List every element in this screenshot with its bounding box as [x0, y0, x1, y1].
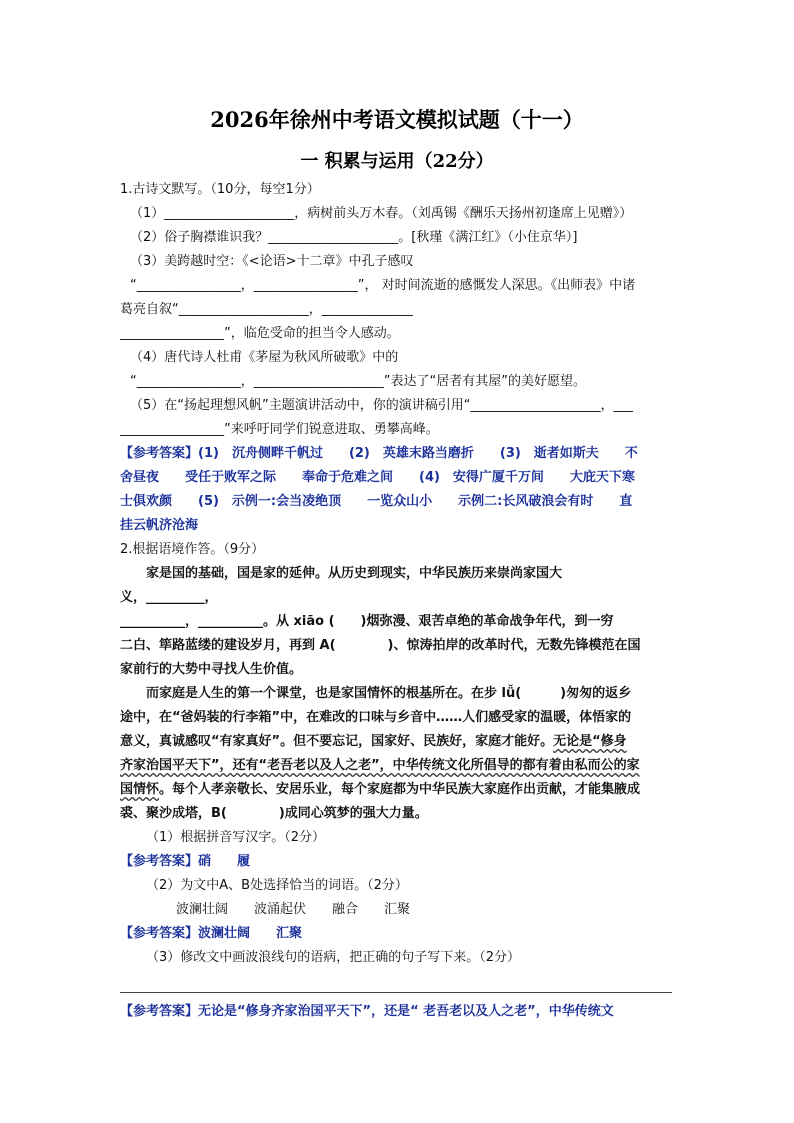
q2-para1-line5: 家前行的大势中寻找人生价值。 — [120, 662, 303, 677]
q1-line-5: 葛亮自叙“____________________，______________ — [120, 302, 413, 317]
q2-para1-line2: 义，_________， — [120, 590, 218, 605]
q2-sub2-answer — [120, 922, 672, 946]
q1-stem: 1.古诗文默写。（10分，每空1分） — [120, 182, 320, 197]
q2-sub3-answer — [120, 1000, 672, 1024]
wavy-sentence-part2: 齐家治国平天下”，还有“老吾老以及人之老”，中华传统文化所倡导的都有着由私而公的家 — [120, 758, 640, 773]
q2-sub3: （3）修改文中画波浪线句的语病，把正确的句子写下来。（2分） — [146, 950, 521, 965]
exam-title: 2026年徐州中考语文模拟试题（十一） — [210, 107, 584, 132]
q2-para2-line3 — [120, 730, 672, 754]
q2-para2-line2: 途中，在“爸妈装的行李箱”中，在难改的口味与乡音中……人们感受家的温暖，体悟家的 — [120, 710, 632, 725]
q2-para2-line6: 裘、聚沙成塔，B( )成同心筑梦的强大力量。 — [120, 806, 428, 821]
answer-text: 无论是“修身齐家治国平天下”，还是“ 老吾老以及人之老”，中华传统文 — [198, 1004, 614, 1019]
para2-text: 意义，真诚感叹“有家真好”。但不要忘记，国家好、民族好，家庭才能好。 — [120, 734, 554, 749]
q2-sub1-answer — [120, 850, 672, 874]
q2-para1-line3: __________，__________。从 xiāo ( )烟弥漫、艰苦卓绝的革命战争年代，到一穷 — [120, 614, 614, 629]
answer-text: (1) 沉舟侧畔千帆过 (2) 英雄末路当磨折 (3) 逝者如斯夫 不 — [198, 446, 638, 461]
question-content — [120, 178, 672, 970]
q1-answer-2: 舍昼夜 受任于败军之际 奉命于危难之间 (4) 安得广厦千万间 大庇天下寒 — [120, 470, 635, 485]
answer-tag: 【参考答案】 — [120, 446, 199, 461]
wavy-sentence-part3: 国情怀 — [120, 782, 160, 797]
answer-tag: 【参考答案】 — [120, 1004, 199, 1019]
q1-line-8: “________________，____________________”表达了“居者有其屋”的美好愿望。 — [130, 374, 586, 389]
q2-para2-line4 — [120, 754, 672, 778]
q1-answer-3: 士俱欢颜 (5) 示例一:会当凌绝顶 一览众山小 示例二:长风破浪会有时 直 — [120, 494, 633, 509]
q1-answer-4: 挂云帆济沧海 — [120, 518, 199, 533]
option-1: 波澜壮阔 — [176, 902, 229, 917]
answer-tag: 【参考答案】 — [120, 854, 199, 869]
q2-para2-line5 — [120, 778, 672, 802]
q2-para1-line1: 家是国的基础，国是家的延伸。从历史到现实，中华民族历来崇尚家国大 — [146, 566, 563, 581]
option-4: 汇聚 — [384, 902, 411, 917]
q2-options — [120, 898, 672, 922]
q1-line-3: （3）美跨越时空：《<论语>十二章》中孔子感叹 — [130, 254, 414, 269]
wavy-sentence-part1: 无论是“修身 — [553, 734, 627, 749]
q1-line-10: ________________”来呼吁同学们锐意进取、勇攀高峰。 — [120, 422, 439, 437]
q1-line-9: （5）在“扬起理想风帆”主题演讲活动中，你的演讲稿引用“____________________，___ — [130, 398, 633, 413]
q1-line-7: （4）唐代诗人杜甫《茅屋为秋风所破歌》中的 — [130, 350, 399, 365]
para2-text-rest: 。每个人孝亲敬长、安居乐业，每个家庭都为中华民族大家庭作出贡献，才能集腋成 — [159, 782, 641, 797]
option-3: 融合 — [332, 902, 359, 917]
q1-line-2: （2）俗子胸襟谁识我？____________________。[秋瑾《满江红》（小住京华）] — [130, 230, 578, 245]
q2-sub1: （1）根据拼音写汉字。（2分） — [146, 830, 326, 845]
section-title: 一 积累与运用（22分） — [300, 151, 494, 172]
q1-answer-1 — [120, 442, 672, 466]
answer-text: 硝 履 — [198, 854, 251, 869]
q1-line-4: “________________，________________”， 对时间流逝的感慨发人深思。《出师表》中诸 — [130, 278, 636, 293]
q2-stem: 2.根据语境作答。（9分） — [120, 542, 265, 557]
answer-text: 波澜壮阔 汇聚 — [198, 926, 303, 941]
q2-sub2: （2）为文中A、B处选择恰当的词语。（2分） — [146, 878, 408, 893]
horizontal-divider — [120, 992, 672, 993]
q2-para2-line1: 而家庭是人生的第一个课堂，也是家国情怀的根基所在。在步 lǚ( )匆匆的返乡 — [146, 686, 632, 701]
option-2: 波涌起伏 — [254, 902, 307, 917]
q1-line-1: （1）____________________，病树前头万木春。（刘禹锡《酬乐天扬州初逢席上见赠》） — [130, 206, 633, 221]
q1-line-6: ________________”，临危受命的担当令人感动。 — [120, 326, 400, 341]
answer-tag: 【参考答案】 — [120, 926, 199, 941]
q2-para1-line4: 二白、筚路蓝缕的建设岁月，再到 A( )、惊涛拍岸的改革时代，无数先锋模范在国 — [120, 638, 641, 653]
